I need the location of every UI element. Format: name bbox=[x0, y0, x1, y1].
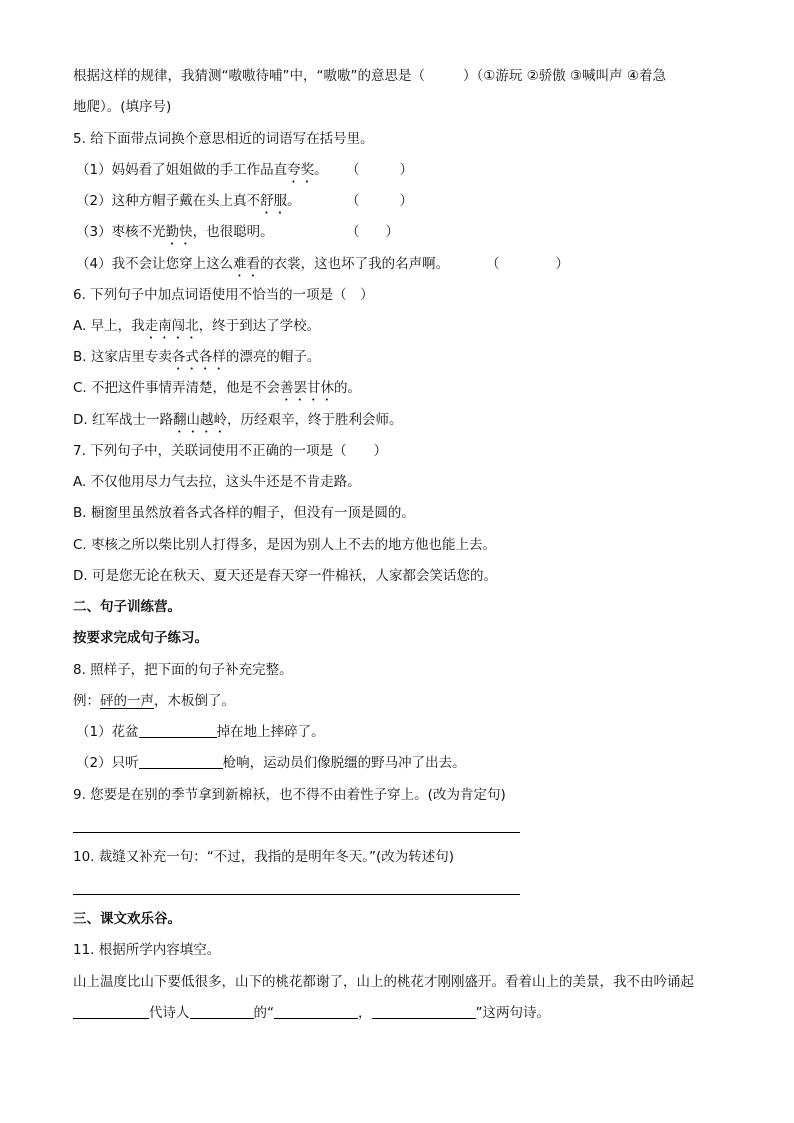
q6-option-d[interactable]: D. 红军战士一路翻山越岭，历经艰辛，终于胜利会师。 bbox=[73, 412, 403, 428]
q5-item-3-answer[interactable]: （ ） bbox=[346, 224, 399, 240]
q11-blank-verse-2[interactable] bbox=[372, 1003, 476, 1019]
q8-example: 例：砰的一声，木板倒了。 bbox=[73, 693, 235, 709]
section-3-title: 三、课文欢乐谷。 bbox=[73, 911, 181, 927]
q5-item-4-dotted-word: 难看 bbox=[233, 256, 261, 272]
q6-stem: 6. 下列句子中加点词语使用不恰当的一项是（ ） bbox=[73, 287, 374, 303]
section-2-subtitle: 按要求完成句子练习。 bbox=[73, 630, 208, 646]
q4-line2: 地爬）。(填序号) bbox=[73, 99, 172, 115]
q4-line1-b: ）（①游玩 ②骄傲 ③喊叫声 ④着急 bbox=[462, 68, 667, 84]
q11-line1: 山上温度比山下要低很多，山下的桃花都谢了，山上的桃花才刚刚盛开。看着山上的美景，我不由吟诵起 bbox=[73, 974, 694, 990]
q6-option-a-dotted: 走南闯北 bbox=[144, 318, 199, 334]
q6-option-c-dotted: 善罢甘休 bbox=[280, 380, 335, 396]
q5-item-4-prefix: （4）我不会让您穿上这么 bbox=[76, 256, 234, 272]
q5-item-3-suffix: ，也很聪明。 bbox=[192, 224, 274, 240]
q5-item-2-prefix: （2）这种方帽子戴在头上真不 bbox=[76, 193, 261, 209]
q7-stem: 7. 下列句子中，关联词使用不正确的一项是（ ） bbox=[73, 443, 388, 459]
q11-blank-poet[interactable] bbox=[190, 1003, 254, 1019]
q5-item-1-dotted-word: 夸奖 bbox=[287, 162, 315, 178]
q5-item-3-prefix: （3）枣核不光 bbox=[76, 224, 166, 240]
q9-answer-line[interactable] bbox=[73, 832, 520, 833]
q10-answer-line[interactable] bbox=[73, 894, 520, 895]
q9-stem: 9. 您要是在别的季节拿到新棉袄，也不得不由着性子穿上。(改为肯定句) bbox=[73, 787, 506, 803]
q4-line1 bbox=[73, 66, 666, 86]
q5-item-1-suffix: 。 bbox=[314, 162, 328, 178]
q6-option-b[interactable]: B. 这家店里专卖各式各样的漂亮的帽子。 bbox=[73, 349, 321, 365]
q5-item-1 bbox=[76, 160, 328, 186]
q11-blank-dynasty[interactable] bbox=[73, 1003, 149, 1019]
q8-item-2: （2）只听 枪响，运动员们像脱缰的野马冲了出去。 bbox=[76, 755, 466, 771]
q5-item-2-dotted-word: 舒服 bbox=[260, 193, 288, 209]
q7-option-c[interactable]: C. 枣核之所以柴比别人打得多，是因为别人上不去的地方他也能上去。 bbox=[73, 537, 497, 553]
q5-item-2-answer[interactable]: （ ） bbox=[346, 193, 413, 209]
q8-example-underlined: 砰的一声 bbox=[100, 693, 154, 709]
q8-item-2-blank[interactable] bbox=[139, 753, 223, 769]
q5-item-2-suffix: 。 bbox=[287, 193, 301, 209]
q5-item-4-suffix: 的衣裳，这也坏了我的名声啊。 bbox=[260, 256, 450, 272]
q7-option-b[interactable]: B. 橱窗里虽然放着各式各样的帽子，但没有一顶是圆的。 bbox=[73, 505, 415, 521]
q10-stem: 10. 裁缝又补充一句：“不过，我指的是明年冬天。”(改为转述句) bbox=[73, 849, 455, 865]
q5-item-2 bbox=[76, 191, 301, 217]
q8-item-1-blank[interactable] bbox=[139, 722, 217, 738]
q6-option-b-dotted: 各式各样 bbox=[171, 349, 226, 365]
q5-item-3-dotted-word: 勤快 bbox=[165, 224, 193, 240]
q5-item-4 bbox=[76, 254, 449, 280]
q5-item-1-prefix: （1）妈妈看了姐姐做的手工作品直 bbox=[76, 162, 288, 178]
q6-option-c[interactable]: C. 不把这件事情弄清楚，他是不会善罢甘休的。 bbox=[73, 380, 362, 396]
q11-line2: 代诗人 的“ ， ”这两句诗。 bbox=[73, 1003, 550, 1023]
q7-option-d[interactable]: D. 可是您无论在秋天、夏天还是春天穿一件棉袄，人家都会笑话您的。 bbox=[73, 568, 497, 584]
q5-item-3 bbox=[76, 222, 274, 248]
q5-item-4-answer[interactable]: （ ） bbox=[486, 256, 569, 272]
q7-option-a[interactable]: A. 不仅他用尽力气去拉，这头牛还是不肯走路。 bbox=[73, 474, 361, 490]
q11-stem: 11. 根据所学内容填空。 bbox=[73, 942, 221, 958]
q8-stem: 8. 照样子，把下面的句子补充完整。 bbox=[73, 662, 293, 678]
q6-option-d-dotted: 翻山越岭 bbox=[172, 412, 227, 428]
q5-item-1-answer[interactable]: （ ） bbox=[346, 162, 413, 178]
section-2-title: 二、句子训练营。 bbox=[73, 599, 181, 615]
q5-stem: 5. 给下面带点词换个意思相近的词语写在括号里。 bbox=[73, 131, 374, 147]
q6-option-a[interactable]: A. 早上，我走南闯北，终于到达了学校。 bbox=[73, 318, 321, 334]
q11-blank-verse-1[interactable] bbox=[274, 1003, 358, 1019]
q8-item-1: （1）花盆 掉在地上摔碎了。 bbox=[76, 724, 325, 740]
q4-line1-a: 根据这样的规律，我猜测“嗷嗷待哺”中，“嗷嗷”的意思是（ bbox=[73, 68, 425, 84]
